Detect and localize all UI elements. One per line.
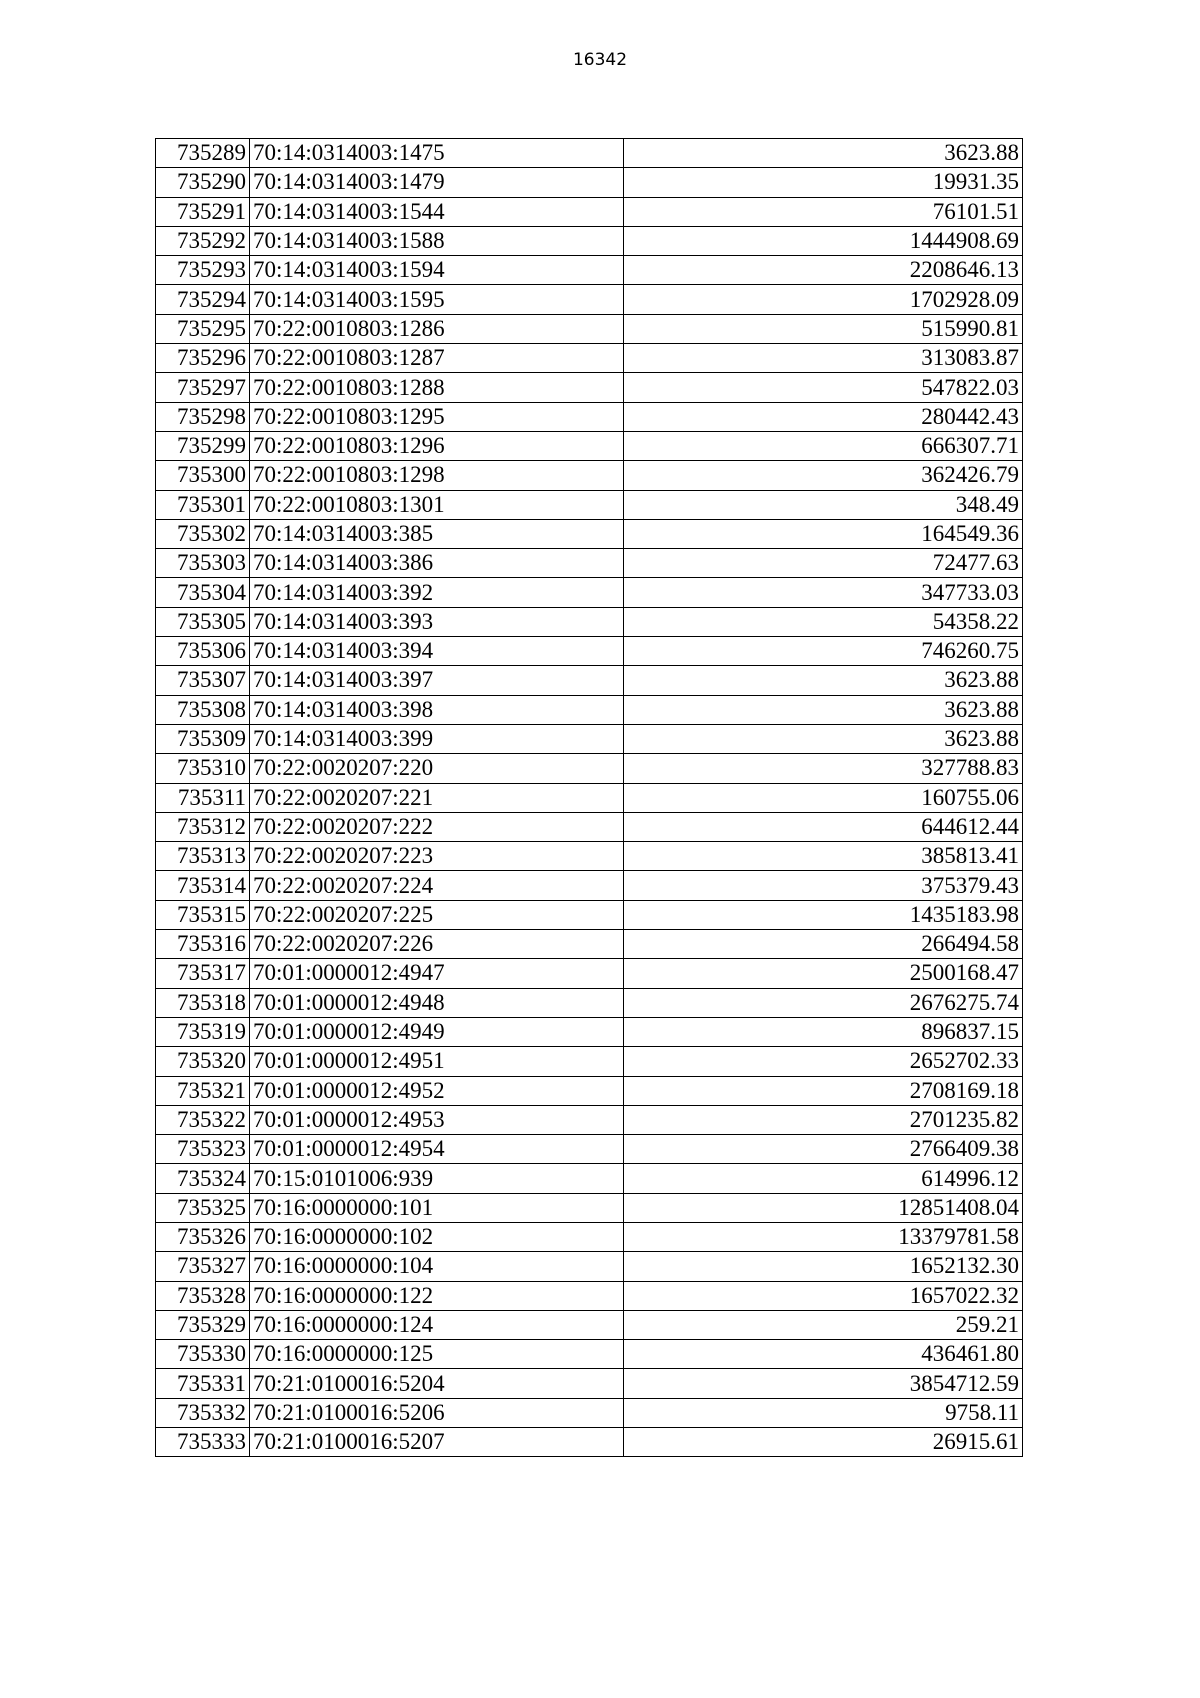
table-row <box>156 1222 1023 1251</box>
cadastral-number-cell: 70:22:0010803:1296 <box>250 431 624 460</box>
cadastral-value-cell: 2766409.38 <box>624 1135 1023 1164</box>
cadastral-number-cell: 70:01:0000012:4948 <box>250 988 624 1017</box>
cadastral-number-cell: 70:22:0020207:220 <box>250 754 624 783</box>
cadastral-value-cell: 19931.35 <box>624 168 1023 197</box>
row-id-cell: 735296 <box>156 344 250 373</box>
cadastral-value-cell: 13379781.58 <box>624 1222 1023 1251</box>
row-id-cell: 735313 <box>156 842 250 871</box>
table-row <box>156 812 1023 841</box>
table-row <box>156 871 1023 900</box>
cadastral-value-cell: 9758.11 <box>624 1398 1023 1427</box>
cadastral-value-cell: 2708169.18 <box>624 1076 1023 1105</box>
cadastral-number-cell: 70:22:0010803:1286 <box>250 314 624 343</box>
cadastral-value-cell: 362426.79 <box>624 461 1023 490</box>
table-body <box>156 139 1023 1457</box>
cadastral-value-cell: 280442.43 <box>624 402 1023 431</box>
cadastral-number-cell: 70:21:0100016:5207 <box>250 1428 624 1457</box>
table-row <box>156 519 1023 548</box>
table-row <box>156 1252 1023 1281</box>
row-id-cell: 735327 <box>156 1252 250 1281</box>
cadastral-number-cell: 70:16:0000000:104 <box>250 1252 624 1281</box>
table-row <box>156 930 1023 959</box>
cadastral-number-cell: 70:01:0000012:4954 <box>250 1135 624 1164</box>
row-id-cell: 735307 <box>156 666 250 695</box>
cadastral-number-cell: 70:14:0314003:398 <box>250 695 624 724</box>
table-row <box>156 900 1023 929</box>
cadastral-value-cell: 2676275.74 <box>624 988 1023 1017</box>
table-row <box>156 637 1023 666</box>
table-row <box>156 402 1023 431</box>
row-id-cell: 735324 <box>156 1164 250 1193</box>
cadastral-number-cell: 70:01:0000012:4953 <box>250 1105 624 1134</box>
cadastral-value-cell: 375379.43 <box>624 871 1023 900</box>
cadastral-value-cell: 2500168.47 <box>624 959 1023 988</box>
cadastral-number-cell: 70:14:0314003:1588 <box>250 226 624 255</box>
table-row <box>156 1135 1023 1164</box>
cadastral-value-cell: 666307.71 <box>624 431 1023 460</box>
cadastral-value-cell: 1435183.98 <box>624 900 1023 929</box>
cadastral-value-cell: 313083.87 <box>624 344 1023 373</box>
table-row <box>156 1398 1023 1427</box>
cadastral-number-cell: 70:22:0020207:224 <box>250 871 624 900</box>
cadastral-value-cell: 547822.03 <box>624 373 1023 402</box>
cadastral-value-cell: 515990.81 <box>624 314 1023 343</box>
table-row <box>156 783 1023 812</box>
table-row <box>156 314 1023 343</box>
row-id-cell: 735330 <box>156 1340 250 1369</box>
cadastral-number-cell: 70:21:0100016:5204 <box>250 1369 624 1398</box>
cadastral-value-cell: 3854712.59 <box>624 1369 1023 1398</box>
cadastral-value-cell: 896837.15 <box>624 1017 1023 1046</box>
row-id-cell: 735297 <box>156 373 250 402</box>
cadastral-number-cell: 70:21:0100016:5206 <box>250 1398 624 1427</box>
cadastral-value-cell: 3623.88 <box>624 139 1023 168</box>
table-row <box>156 1047 1023 1076</box>
row-id-cell: 735298 <box>156 402 250 431</box>
row-id-cell: 735319 <box>156 1017 250 1046</box>
cadastral-number-cell: 70:14:0314003:1594 <box>250 256 624 285</box>
table-row <box>156 490 1023 519</box>
cadastral-number-cell: 70:22:0020207:223 <box>250 842 624 871</box>
cadastral-value-cell: 266494.58 <box>624 930 1023 959</box>
cadastral-number-cell: 70:14:0314003:392 <box>250 578 624 607</box>
table-row <box>156 666 1023 695</box>
cadastral-number-cell: 70:16:0000000:122 <box>250 1281 624 1310</box>
row-id-cell: 735333 <box>156 1428 250 1457</box>
cadastral-number-cell: 70:22:0020207:221 <box>250 783 624 812</box>
table-row <box>156 578 1023 607</box>
cadastral-value-cell: 1657022.32 <box>624 1281 1023 1310</box>
cadastral-value-cell: 2208646.13 <box>624 256 1023 285</box>
cadastral-value-cell: 436461.80 <box>624 1340 1023 1369</box>
row-id-cell: 735328 <box>156 1281 250 1310</box>
table-row <box>156 226 1023 255</box>
cadastral-value-cell: 2701235.82 <box>624 1105 1023 1134</box>
table-row <box>156 695 1023 724</box>
cadastral-value-cell: 347733.03 <box>624 578 1023 607</box>
row-id-cell: 735303 <box>156 549 250 578</box>
cadastral-number-cell: 70:14:0314003:1475 <box>250 139 624 168</box>
cadastral-value-cell: 54358.22 <box>624 607 1023 636</box>
cadastral-value-cell: 1444908.69 <box>624 226 1023 255</box>
table-row <box>156 988 1023 1017</box>
row-id-cell: 735315 <box>156 900 250 929</box>
cadastral-number-cell: 70:01:0000012:4951 <box>250 1047 624 1076</box>
cadastral-value-cell: 1652132.30 <box>624 1252 1023 1281</box>
cadastral-value-cell: 3623.88 <box>624 666 1023 695</box>
cadastral-number-cell: 70:22:0010803:1288 <box>250 373 624 402</box>
cadastral-value-cell: 160755.06 <box>624 783 1023 812</box>
cadastral-value-cell: 2652702.33 <box>624 1047 1023 1076</box>
cadastral-value-cell: 72477.63 <box>624 549 1023 578</box>
table-row <box>156 549 1023 578</box>
row-id-cell: 735310 <box>156 754 250 783</box>
table-row <box>156 1428 1023 1457</box>
cadastral-number-cell: 70:14:0314003:1595 <box>250 285 624 314</box>
row-id-cell: 735309 <box>156 724 250 753</box>
row-id-cell: 735331 <box>156 1369 250 1398</box>
row-id-cell: 735322 <box>156 1105 250 1134</box>
cadastral-value-cell: 26915.61 <box>624 1428 1023 1457</box>
cadastral-number-cell: 70:14:0314003:386 <box>250 549 624 578</box>
cadastral-value-cell: 12851408.04 <box>624 1193 1023 1222</box>
row-id-cell: 735295 <box>156 314 250 343</box>
table-row <box>156 139 1023 168</box>
cadastral-value-cell: 327788.83 <box>624 754 1023 783</box>
table-row <box>156 461 1023 490</box>
table-row <box>156 1369 1023 1398</box>
cadastral-value-cell: 164549.36 <box>624 519 1023 548</box>
table-row <box>156 1105 1023 1134</box>
row-id-cell: 735306 <box>156 637 250 666</box>
table-row <box>156 1017 1023 1046</box>
row-id-cell: 735301 <box>156 490 250 519</box>
table-row <box>156 197 1023 226</box>
row-id-cell: 735326 <box>156 1222 250 1251</box>
row-id-cell: 735299 <box>156 431 250 460</box>
row-id-cell: 735332 <box>156 1398 250 1427</box>
cadastral-value-cell: 644612.44 <box>624 812 1023 841</box>
row-id-cell: 735293 <box>156 256 250 285</box>
cadastral-value-table <box>155 138 1023 1457</box>
cadastral-number-cell: 70:22:0010803:1295 <box>250 402 624 431</box>
table-row <box>156 1193 1023 1222</box>
table-row <box>156 842 1023 871</box>
row-id-cell: 735329 <box>156 1310 250 1339</box>
page-number: 16342 <box>572 50 628 70</box>
cadastral-number-cell: 70:22:0020207:222 <box>250 812 624 841</box>
cadastral-number-cell: 70:15:0101006:939 <box>250 1164 624 1193</box>
cadastral-number-cell: 70:16:0000000:101 <box>250 1193 624 1222</box>
cadastral-value-cell: 614996.12 <box>624 1164 1023 1193</box>
row-id-cell: 735314 <box>156 871 250 900</box>
table-row <box>156 431 1023 460</box>
table-row <box>156 373 1023 402</box>
row-id-cell: 735305 <box>156 607 250 636</box>
row-id-cell: 735316 <box>156 930 250 959</box>
row-id-cell: 735302 <box>156 519 250 548</box>
cadastral-number-cell: 70:22:0010803:1298 <box>250 461 624 490</box>
table-row <box>156 1076 1023 1105</box>
row-id-cell: 735292 <box>156 226 250 255</box>
cadastral-value-cell: 259.21 <box>624 1310 1023 1339</box>
cadastral-value-cell: 3623.88 <box>624 695 1023 724</box>
cadastral-number-cell: 70:01:0000012:4947 <box>250 959 624 988</box>
cadastral-number-cell: 70:22:0020207:225 <box>250 900 624 929</box>
table-row <box>156 1281 1023 1310</box>
cadastral-value-cell: 746260.75 <box>624 637 1023 666</box>
table-row <box>156 724 1023 753</box>
cadastral-number-cell: 70:16:0000000:125 <box>250 1340 624 1369</box>
cadastral-value-cell: 1702928.09 <box>624 285 1023 314</box>
cadastral-number-cell: 70:14:0314003:393 <box>250 607 624 636</box>
cadastral-number-cell: 70:01:0000012:4952 <box>250 1076 624 1105</box>
cadastral-value-cell: 76101.51 <box>624 197 1023 226</box>
row-id-cell: 735291 <box>156 197 250 226</box>
cadastral-number-cell: 70:14:0314003:385 <box>250 519 624 548</box>
row-id-cell: 735312 <box>156 812 250 841</box>
cadastral-number-cell: 70:14:0314003:397 <box>250 666 624 695</box>
table-row <box>156 1164 1023 1193</box>
row-id-cell: 735323 <box>156 1135 250 1164</box>
row-id-cell: 735289 <box>156 139 250 168</box>
table-row <box>156 1340 1023 1369</box>
table-row <box>156 344 1023 373</box>
row-id-cell: 735300 <box>156 461 250 490</box>
cadastral-value-cell: 348.49 <box>624 490 1023 519</box>
cadastral-value-cell: 3623.88 <box>624 724 1023 753</box>
table-row <box>156 959 1023 988</box>
cadastral-number-cell: 70:01:0000012:4949 <box>250 1017 624 1046</box>
table-row <box>156 754 1023 783</box>
row-id-cell: 735304 <box>156 578 250 607</box>
table-row <box>156 285 1023 314</box>
cadastral-number-cell: 70:22:0010803:1287 <box>250 344 624 373</box>
cadastral-number-cell: 70:14:0314003:1544 <box>250 197 624 226</box>
cadastral-number-cell: 70:16:0000000:124 <box>250 1310 624 1339</box>
table-row <box>156 256 1023 285</box>
table-row <box>156 1310 1023 1339</box>
row-id-cell: 735294 <box>156 285 250 314</box>
cadastral-number-cell: 70:14:0314003:1479 <box>250 168 624 197</box>
cadastral-number-cell: 70:16:0000000:102 <box>250 1222 624 1251</box>
row-id-cell: 735317 <box>156 959 250 988</box>
row-id-cell: 735321 <box>156 1076 250 1105</box>
table-row <box>156 607 1023 636</box>
row-id-cell: 735320 <box>156 1047 250 1076</box>
row-id-cell: 735290 <box>156 168 250 197</box>
cadastral-number-cell: 70:22:0020207:226 <box>250 930 624 959</box>
row-id-cell: 735318 <box>156 988 250 1017</box>
cadastral-number-cell: 70:14:0314003:394 <box>250 637 624 666</box>
cadastral-number-cell: 70:22:0010803:1301 <box>250 490 624 519</box>
cadastral-number-cell: 70:14:0314003:399 <box>250 724 624 753</box>
row-id-cell: 735311 <box>156 783 250 812</box>
table-row <box>156 168 1023 197</box>
cadastral-value-cell: 385813.41 <box>624 842 1023 871</box>
row-id-cell: 735325 <box>156 1193 250 1222</box>
row-id-cell: 735308 <box>156 695 250 724</box>
